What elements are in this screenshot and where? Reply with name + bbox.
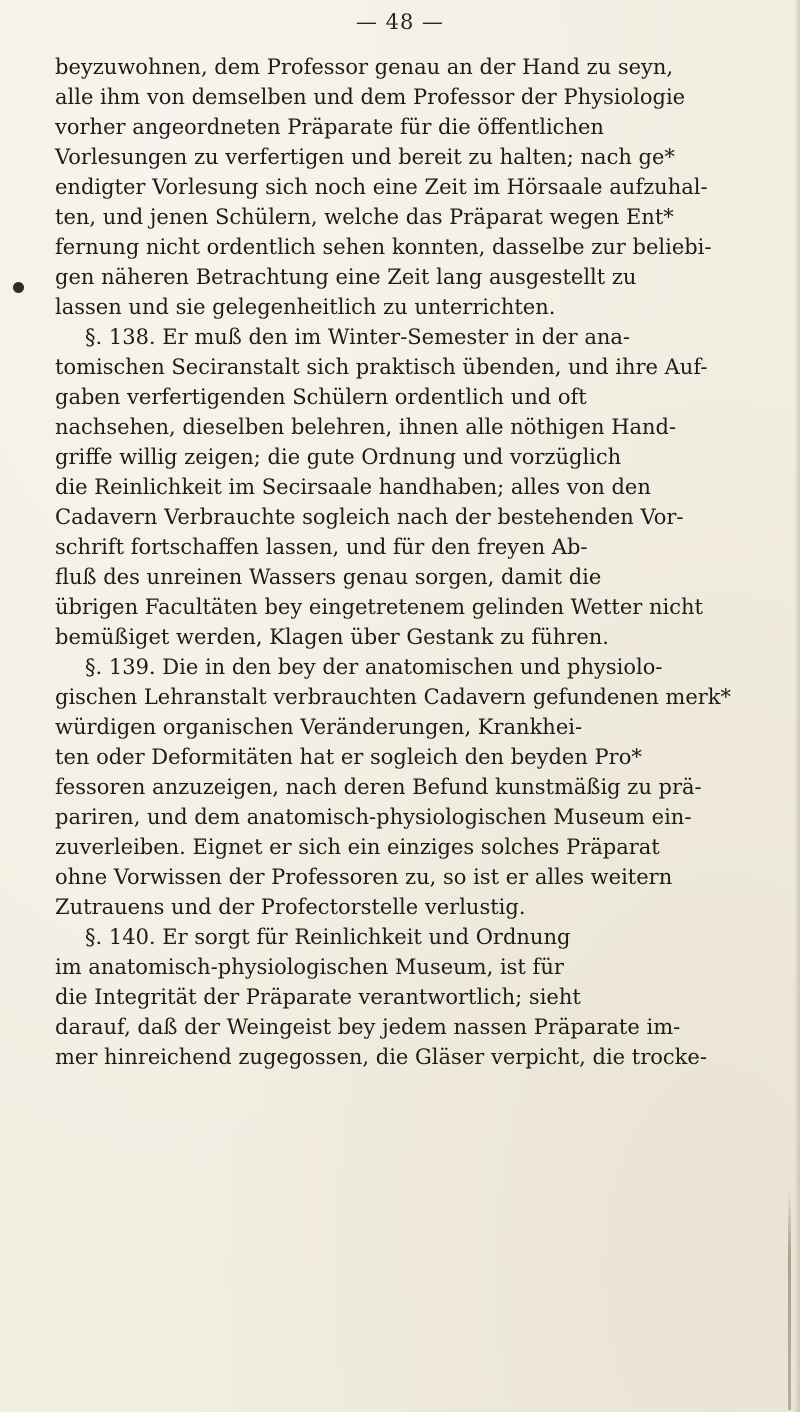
text-line: fernung nicht ordentlich sehen konnten, dasselbe zur beliebi- [55,235,712,259]
text-line: im anatomisch-physiologischen Museum, ist für [55,955,564,979]
text-line: bemüßiget werden, Klagen über Gestank zu führen. [55,625,609,649]
text-line: übrigen Facultäten bey eingetretenem gelinden Wetter nicht [55,595,703,619]
text-line: ohne Vorwissen der Professoren zu, so ist er alles weitern [55,865,673,889]
paragraph-139-start: §. 139. Die in den bey der anatomischen und physiolo- [85,655,663,679]
text-line: alle ihm von demselben und dem Professor der Physiologie [55,85,686,109]
text-line: lassen und sie gelegenheitlich zu unterrichten. [55,295,556,319]
text-line: ten, und jenen Schülern, welche das Präparat wegen Ent* [55,205,674,229]
text-line: schrift fortschaffen lassen, und für den freyen Ab- [55,535,588,559]
paragraph-138-start: §. 138. Er muß den im Winter-Semester in der ana- [85,325,630,349]
text-line: zuverleiben. Eignet er sich ein einziges solches Präparat [55,835,660,859]
text-line: gen näheren Betrachtung eine Zeit lang ausgestellt zu [55,265,637,289]
text-line: Zutrauens und der Profectorstelle verlustig. [55,895,526,919]
text-line: pariren, und dem anatomisch-physiologischen Museum ein- [55,805,692,829]
text-line: die Integrität der Präparate verantwortlich; sieht [55,985,581,1009]
text-line: darauf, daß der Weingeist bey jedem nassen Präparate im- [55,1015,681,1039]
text-line: ten oder Deformitäten hat er sogleich den beyden Pro* [55,745,642,769]
text-line: gischen Lehranstalt verbrauchten Cadavern gefundenen merk* [55,685,732,709]
text-line: mer hinreichend zugegossen, die Gläser verpicht, die trocke- [55,1045,707,1069]
text-line: würdigen organischen Veränderungen, Krankhei- [55,715,583,739]
text-line: vorher angeordneten Präparate für die öffentlichen [55,115,604,139]
body-text [55,52,787,1072]
text-line: die Reinlichkeit im Secirsaale handhaben; alles von den [55,475,651,499]
binding-thread [788,1188,791,1410]
text-line: Cadavern Verbrauchte sogleich nach der bestehenden Vor- [55,505,684,529]
ink-blot [13,282,24,293]
text-line: Vorlesungen zu verfertigen und bereit zu halten; nach ge* [55,145,675,169]
page-edge-shadow [794,0,800,1412]
text-line: nachsehen, dieselben belehren, ihnen alle nöthigen Hand- [55,415,677,439]
text-line: fessoren anzuzeigen, nach deren Befund kunstmäßig zu prä- [55,775,702,799]
paragraph-140-start: §. 140. Er sorgt für Reinlichkeit und Ordnung [85,925,571,949]
text-line: fluß des unreinen Wassers genau sorgen, damit die [55,565,602,589]
text-line: endigter Vorlesung sich noch eine Zeit im Hörsaale aufzuhal- [55,175,708,199]
text-line: griffe willig zeigen; die gute Ordnung und vorzüglich [55,445,622,469]
text-line: tomischen Seciranstalt sich praktisch übenden, und ihre Auf- [55,355,708,379]
text-line: gaben verfertigenden Schülern ordentlich und oft [55,385,587,409]
page-number-header: — 48 — [355,10,445,34]
text-line: beyzuwohnen, dem Professor genau an der Hand zu seyn, [55,55,674,79]
